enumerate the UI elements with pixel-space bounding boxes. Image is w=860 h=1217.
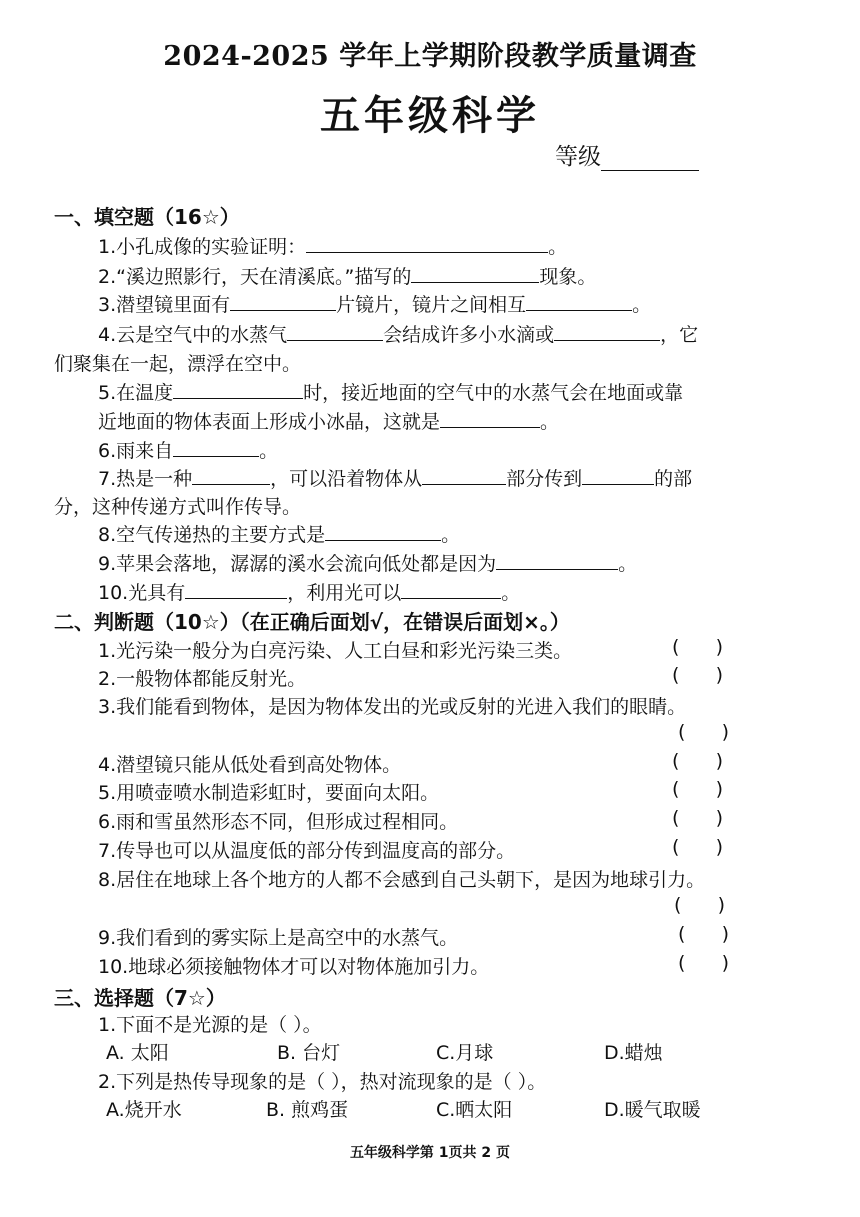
answer-paren-2[interactable]: ( ): [672, 664, 724, 686]
judge-question-9: 9.我们看到的雾实际上是高空中的水蒸气。: [98, 927, 459, 949]
q1-blank[interactable]: [306, 232, 548, 253]
q8-text: 8.空气传递热的主要方式是: [98, 524, 326, 546]
q3-end: 。: [632, 294, 652, 316]
q4-blank-2[interactable]: [554, 320, 660, 341]
q4-text: 4.云是空气中的水蒸气: [98, 324, 288, 346]
grade-field: [555, 138, 699, 171]
judge-question-7: 7.传导也可以从温度低的部分传到温度高的部分。: [98, 840, 516, 862]
section3-heading: 三、选择题（7☆）: [54, 986, 226, 1010]
q3-text: 3.潜望镜里面有: [98, 294, 231, 316]
fill-question-7: [98, 464, 692, 491]
fill-question-1: [98, 232, 567, 259]
fill-question-5-cont: [98, 407, 559, 434]
fill-question-10: [98, 578, 520, 605]
choice-1-option-b[interactable]: B. 台灯: [277, 1042, 341, 1064]
q1-text: 1.小孔成像的实验证明：: [98, 236, 307, 258]
q5-text-2: 近地面的物体表面上形成小冰晶，这就是: [98, 411, 441, 433]
q4-end: ，它: [660, 324, 699, 346]
q1-end: 。: [548, 236, 568, 258]
answer-paren-7[interactable]: ( ): [672, 836, 724, 858]
q10-text: 10.光具有: [98, 582, 186, 604]
fill-question-6: [98, 436, 278, 463]
choice-1-option-c[interactable]: C.月球: [436, 1042, 494, 1064]
q3-blank-1[interactable]: [230, 290, 336, 311]
grade-blank[interactable]: [601, 148, 699, 171]
section1-heading: 一、填空题（16☆）: [54, 205, 240, 229]
q5-text: 5.在温度: [98, 382, 174, 404]
q5-end: 。: [540, 411, 560, 433]
subject-title: 五年级科学: [320, 92, 540, 139]
exam-title: 2024-2025 学年上学期阶段教学质量调查: [163, 41, 697, 72]
q8-blank[interactable]: [325, 520, 441, 541]
fill-question-3: [98, 290, 651, 317]
q6-blank[interactable]: [173, 436, 259, 457]
q3-blank-2[interactable]: [526, 290, 632, 311]
judge-question-4: 4.潜望镜只能从低处看到高处物体。: [98, 754, 402, 776]
section2-heading: 二、判断题（10☆）（在正确后面划√，在错误后面划×。）: [54, 610, 570, 634]
q10-blank-2[interactable]: [401, 578, 501, 599]
fill-question-5: [98, 378, 683, 405]
q9-text: 9.苹果会落地，潺潺的溪水会流向低处都是因为: [98, 553, 497, 575]
q2-text: 2.“溪边照影行，天在清溪底。”描写的: [98, 266, 412, 288]
answer-paren-5[interactable]: ( ): [672, 778, 724, 800]
choice-2-option-a[interactable]: A.烧开水: [106, 1099, 182, 1121]
q9-blank[interactable]: [496, 549, 618, 570]
q7-mid-1: ，可以沿着物体从: [270, 468, 423, 490]
choice-2-option-d[interactable]: D.暖气取暖: [604, 1099, 701, 1121]
choice-1-option-d[interactable]: D.蜡烛: [604, 1042, 663, 1064]
answer-paren-10[interactable]: ( ): [678, 952, 730, 974]
q8-end: 。: [441, 524, 461, 546]
fill-question-7-cont: 分，这种传递方式叫作传导。: [54, 496, 302, 518]
q2-blank[interactable]: [411, 262, 539, 283]
fill-question-2: [98, 262, 596, 289]
judge-question-1: 1.光污染一般分为白亮污染、人工白昼和彩光污染三类。: [98, 640, 573, 662]
choice-2-option-b[interactable]: B. 煎鸡蛋: [266, 1099, 349, 1121]
q5-blank-1[interactable]: [173, 378, 303, 399]
choice-question-1: 1.下面不是光源的是（ ）。: [98, 1014, 322, 1036]
q7-blank-1[interactable]: [192, 464, 270, 485]
answer-paren-6[interactable]: ( ): [672, 807, 724, 829]
q7-blank-2[interactable]: [422, 464, 506, 485]
answer-paren-1[interactable]: ( ): [672, 636, 724, 658]
answer-paren-9[interactable]: ( ): [678, 923, 730, 945]
answer-paren-4[interactable]: ( ): [672, 750, 724, 772]
answer-paren-3[interactable]: ( ): [678, 721, 730, 743]
fill-question-4-cont: 们聚集在一起，漂浮在空中。: [54, 353, 302, 375]
judge-question-6: 6.雨和雪虽然形态不同，但形成过程相同。: [98, 811, 459, 833]
q5-mid: 时，接近地面的空气中的水蒸气会在地面或靠: [303, 382, 684, 404]
q10-blank-1[interactable]: [185, 578, 287, 599]
choice-1-option-a[interactable]: A. 太阳: [106, 1042, 169, 1064]
q2-end: 现象。: [539, 266, 597, 288]
judge-question-10: 10.地球必须接触物体才可以对物体施加引力。: [98, 956, 490, 978]
choice-question-2: 2.下列是热传导现象的是（ ），热对流现象的是（ ）。: [98, 1071, 547, 1093]
q7-mid-2: 部分传到: [506, 468, 583, 490]
q7-blank-3[interactable]: [582, 464, 654, 485]
q9-end: 。: [618, 553, 638, 575]
q4-mid: 会结成许多小水滴或: [383, 324, 555, 346]
choice-2-option-c[interactable]: C.晒太阳: [436, 1099, 513, 1121]
q7-text: 7.热是一种: [98, 468, 193, 490]
q4-blank-1[interactable]: [287, 320, 383, 341]
q6-end: 。: [259, 440, 279, 462]
fill-question-4: [98, 320, 698, 347]
q7-end: 的部: [654, 468, 693, 490]
fill-question-9: [98, 549, 637, 576]
q10-mid: ，利用光可以: [287, 582, 402, 604]
q3-mid: 片镜片，镜片之间相互: [336, 294, 527, 316]
judge-question-8: 8.居住在地球上各个地方的人都不会感到自己头朝下，是因为地球引力。: [98, 869, 706, 891]
fill-question-8: [98, 520, 460, 547]
q6-text: 6.雨来自: [98, 440, 174, 462]
judge-question-2: 2.一般物体都能反射光。: [98, 668, 307, 690]
grade-label: 等级: [555, 144, 601, 170]
judge-question-5: 5.用喷壶喷水制造彩虹时，要面向太阳。: [98, 782, 440, 804]
answer-paren-8[interactable]: ( ): [674, 894, 726, 916]
q5-blank-2[interactable]: [440, 407, 540, 428]
q10-end: 。: [501, 582, 521, 604]
page-footer: 五年级科学第 1页共 2 页: [349, 1145, 511, 1161]
judge-question-3: 3.我们能看到物体，是因为物体发出的光或反射的光进入我们的眼睛。: [98, 696, 687, 718]
